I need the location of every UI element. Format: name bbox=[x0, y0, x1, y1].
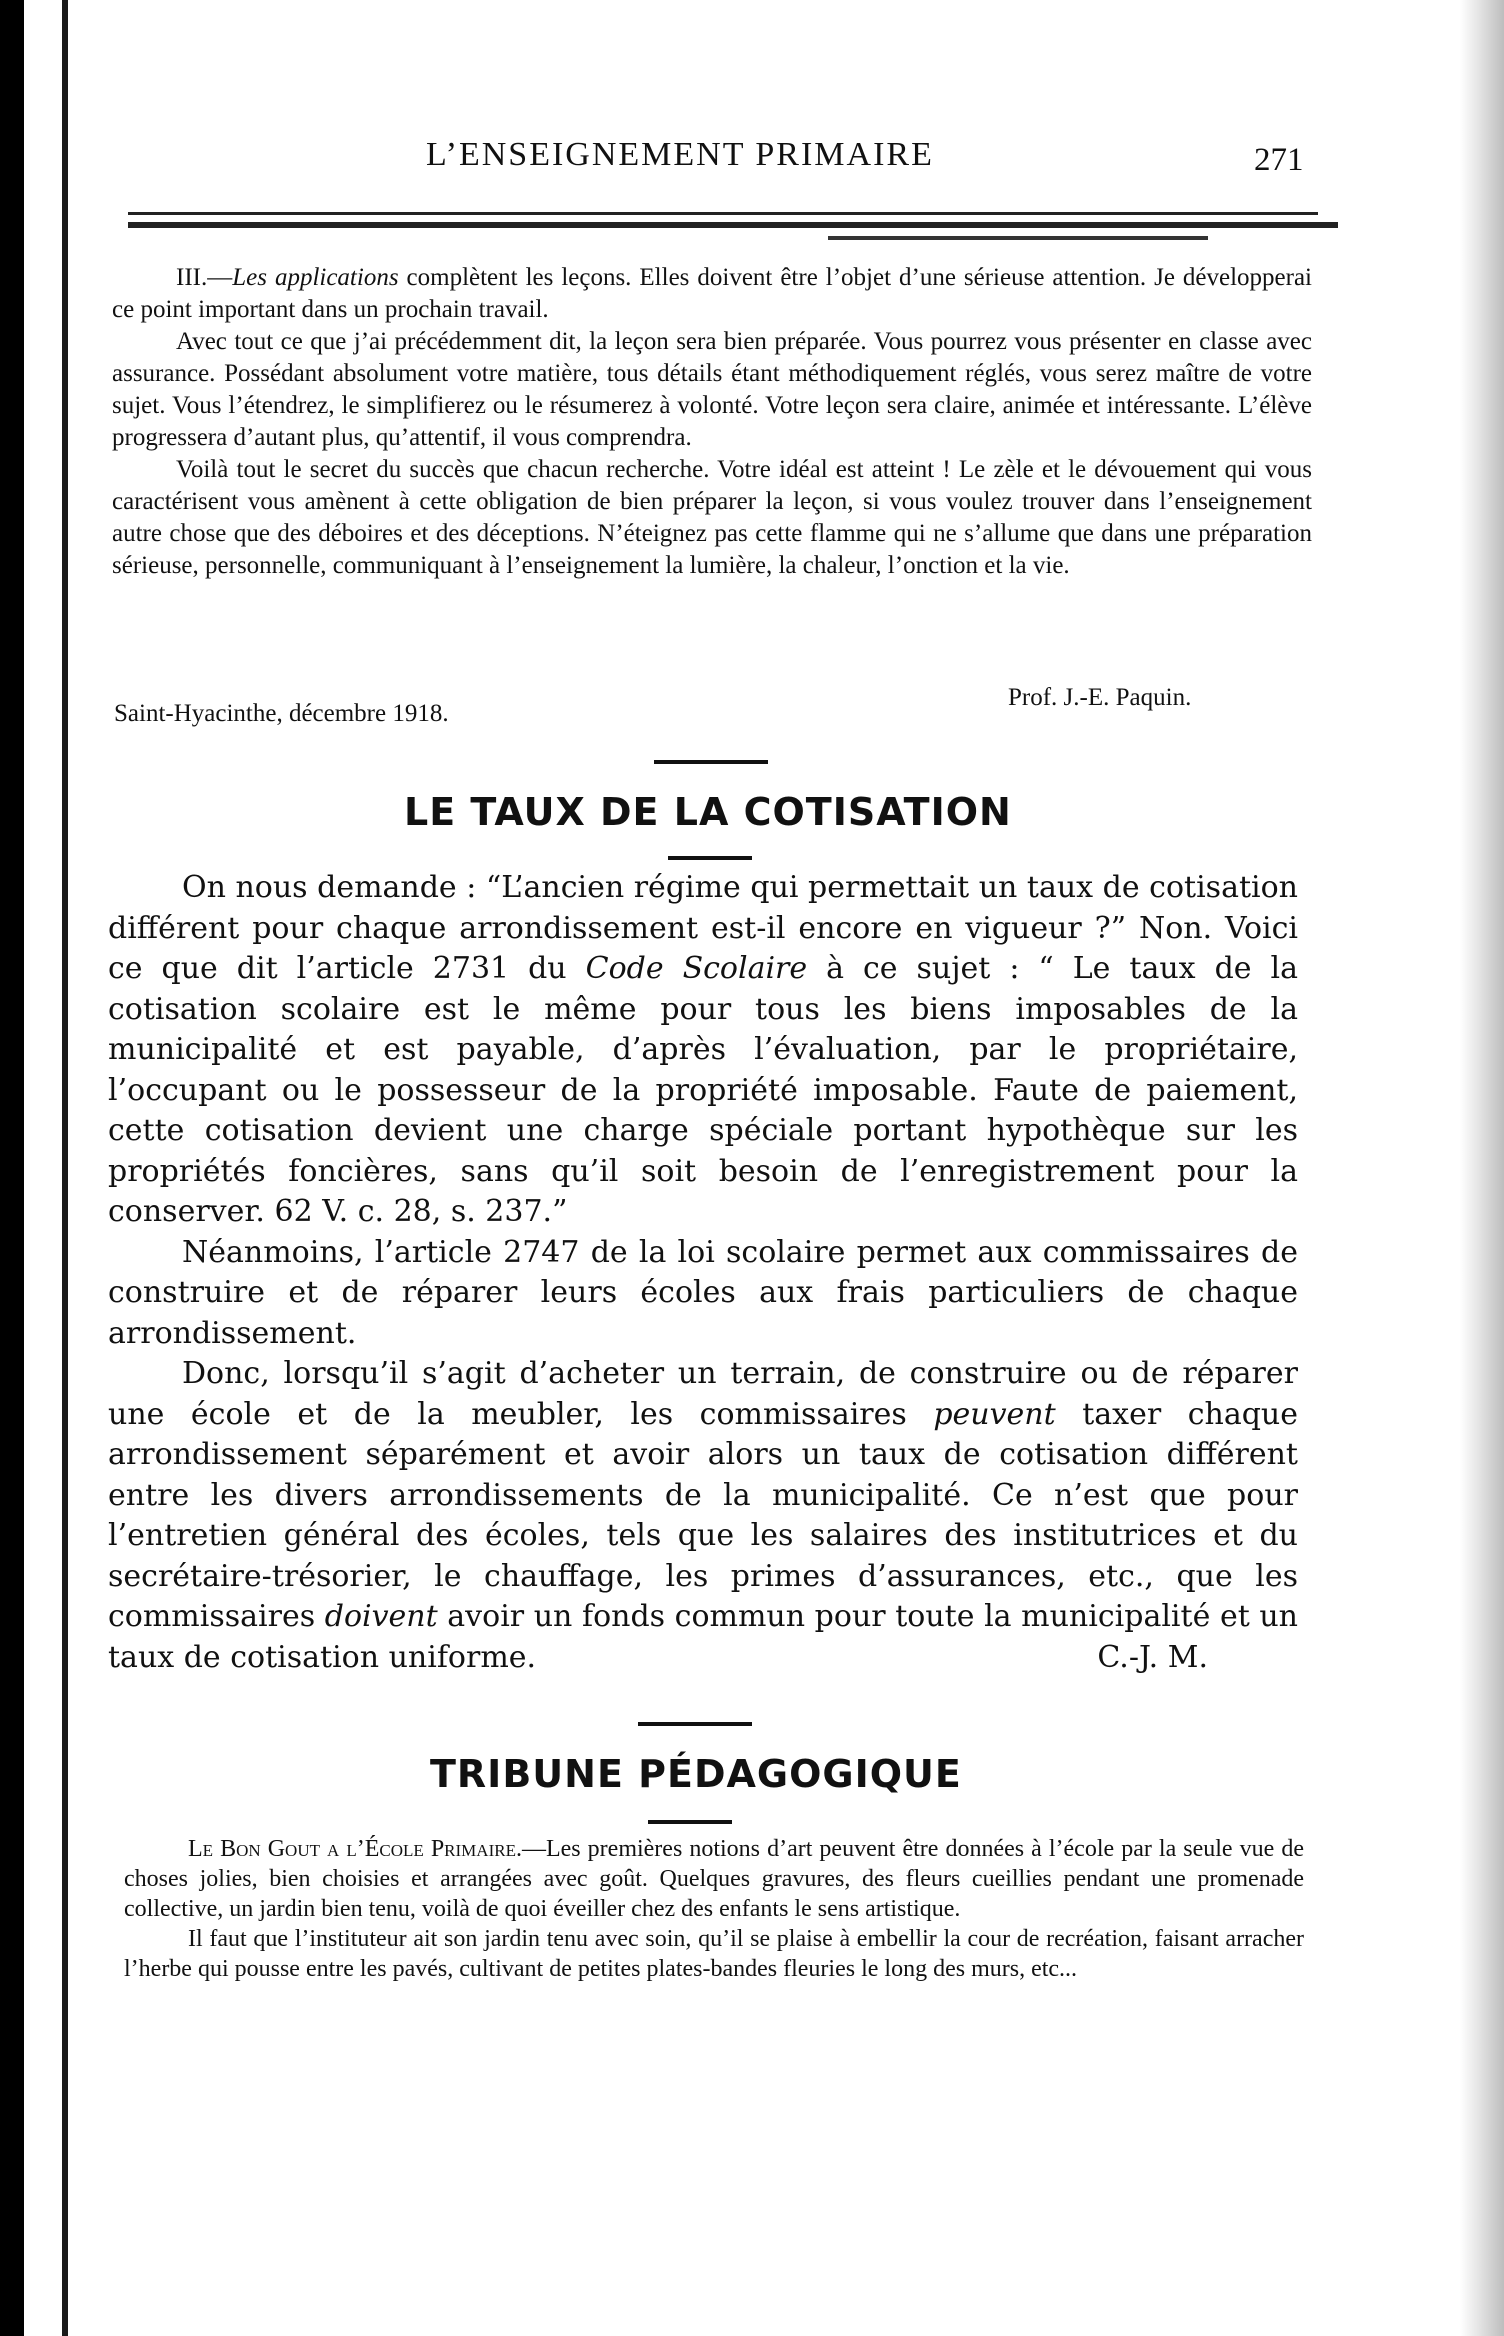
paragraph: Voilà tout le secret du succès que chacun recherche. Votre idéal est atteint ! Le zèle et le dévouement qui vous caractérisent vous amènent à cette obligation de bien préparer la leçon, si vous voulez trouver dans l’enseignement autre chose que des déboires et des déceptions. N’éteignez pas cette flamme qui ne s’allume que dans une préparation sérieuse, personnelle, communiquant à l’enseignement la lumière, la chaleur, l’onction et la vie. bbox=[112, 456, 1312, 579]
article-taux-cotisation bbox=[108, 868, 1298, 1678]
scan-right-edge bbox=[1460, 0, 1504, 2336]
header-rule bbox=[128, 212, 1318, 215]
scan-binding-edge bbox=[62, 0, 68, 2336]
paragraph-lead: Le Bon Gout a l’École Primaire. bbox=[188, 1836, 522, 1862]
paragraph bbox=[124, 1834, 1304, 1924]
header-rule-short bbox=[828, 236, 1208, 240]
emphasis: Les applications bbox=[232, 264, 399, 291]
paragraph-text: Donc, lorsqu’il s’agit d’acheter un terrain, de construire ou de réparer une école et de la meubler, les commissaires bbox=[108, 1356, 1298, 1432]
emphasis: doivent bbox=[324, 1599, 438, 1634]
paragraph: Néanmoins, l’article 2747 de la loi scolaire permet aux commissaires de construire et de réparer leurs écoles aux frais particuliers de chaque arrondissement. bbox=[108, 1234, 1298, 1351]
section-number: III.— bbox=[176, 264, 233, 291]
section-title: LE TAUX DE LA COTISATION bbox=[404, 790, 1012, 834]
emphasis: Code Scolaire bbox=[585, 951, 808, 986]
paragraph bbox=[108, 868, 1298, 1233]
paragraph-text: taxer chaque arrondissement séparément et avoir alors un taux de cotisation différent entre les divers arrondissements de la municipalité. Ce n’est que pour l’entretien général des écoles, tels que les salaires des institutrices et du secrétaire-trésorier, le chauffage, les primes d’assurances, etc., que les commissaires bbox=[108, 1396, 1298, 1634]
paragraph-text: —Les premières notions d’art peuvent être données à l’école par la seule vue de choses jolies, bien choisies et arrangées avec goût. Quelques gravures, des fleurs cueillies pendant une promenade collective, un jardin bien tenu, voilà de quoi éveiller chez des enfants le sens artistique. bbox=[124, 1836, 1304, 1922]
paragraph: Il faut que l’instituteur ait son jardin tenu avec soin, qu’il se plaise à embellir la cour de recréation, faisant arracher l’herbe qui pousse entre les pavés, cultivant de petites plates-bandes fleuries le long des murs, etc... bbox=[124, 1926, 1304, 1982]
paragraph-text: à ce sujet : “ Le taux de la cotisation scolaire est le même pour tous les biens imposables de la municipalité et est payable, d’après l’évaluation, par le propriétaire, l’occupant ou le possesseur de la propriété imposable. Faute de paiement, cette cotisation devient une charge spéciale portant hypothèque sur les propriétés foncières, sans qu’il soit besoin de l’enregistrement pour la conserver. 62 V. c. 28, s. 237.” bbox=[108, 951, 1298, 1229]
section-divider bbox=[638, 1722, 752, 1726]
paragraph-text: avoir un fonds commun pour toute la municipalité et un taux de cotisation uniforme. bbox=[108, 1599, 1298, 1675]
page-number: 271 bbox=[1254, 142, 1304, 178]
paragraph-text: complètent les leçons. Elles doivent être l’objet d’une sérieuse attention. Je développerai ce point important dans un prochain travail. bbox=[112, 264, 1312, 323]
paragraph: Avec tout ce que j’ai précédemment dit, la leçon sera bien préparée. Vous pourrez vous présenter en classe avec assurance. Possédant absolument votre matière, tous détails étant méthodiquement réglés, vous serez maître de votre sujet. Vous l’étendrez, le simplifierez ou le résumerez à volonté. Votre leçon sera claire, animée et intéressante. L’élève progressera d’autant plus, qu’attentif, il vous comprendra. bbox=[112, 328, 1312, 451]
paragraph bbox=[108, 1354, 1298, 1678]
running-title: L’ENSEIGNEMENT PRIMAIRE bbox=[426, 136, 934, 173]
author-signature: Prof. J.-E. Paquin. bbox=[1008, 684, 1192, 711]
article-lesson-preparation bbox=[112, 262, 1312, 582]
section-divider bbox=[654, 760, 768, 764]
paragraph bbox=[112, 262, 1312, 326]
place-date: Saint-Hyacinthe, décembre 1918. bbox=[114, 700, 449, 727]
article-tribune-pedagogique bbox=[124, 1834, 1304, 1984]
article-signature: C.-J. M. bbox=[1097, 1639, 1208, 1675]
header-rule-thick bbox=[128, 222, 1338, 228]
paragraph-text: On nous demande : “L’ancien régime qui permettait un taux de cotisation différent pour chaque arrondissement est-il encore en vigueur ?” Non. Voici ce que dit l’article 2731 du bbox=[108, 870, 1298, 986]
emphasis: peuvent bbox=[933, 1396, 1056, 1432]
section-title: TRIBUNE PÉDAGOGIQUE bbox=[430, 1752, 962, 1796]
section-divider bbox=[668, 856, 752, 860]
scan-left-border bbox=[0, 0, 24, 2336]
section-divider bbox=[648, 1820, 732, 1824]
